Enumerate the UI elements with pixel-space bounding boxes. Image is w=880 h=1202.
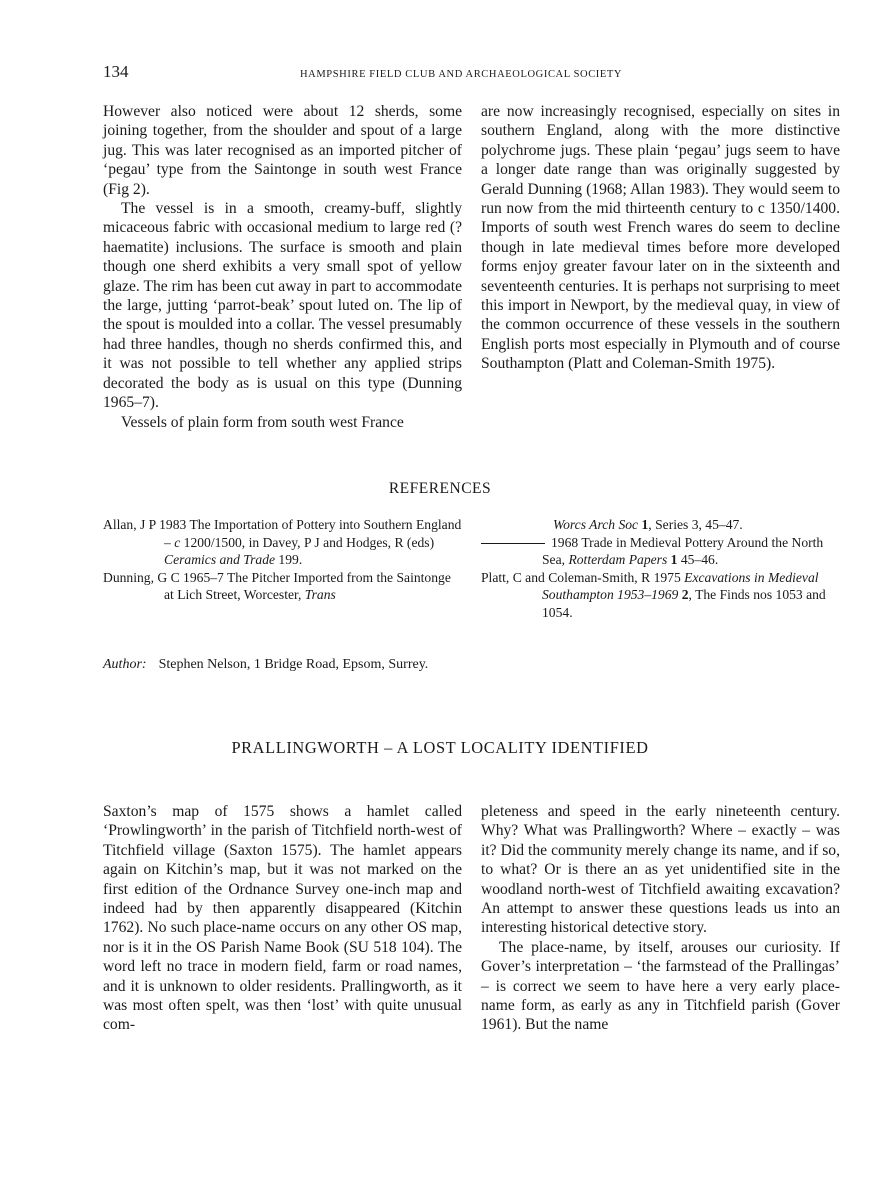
- reference-dunning-1968: 1968 Trade in Medieval Pottery Around the North Sea, Rotterdam Papers 1 45–46.: [481, 534, 840, 569]
- paragraph: Saxton’s map of 1575 shows a hamlet called ‘Prowlingworth’ in the parish of Titchfield north-west of Titchfield village (Saxton 1575). The hamlet appears again on Kitchin’s map, but it was not marked on the first edition of the Ordnance Survey one-inch map and indeed had by then apparently disappeared (Kitchin 1762). No such place-name occurs on any other OS map, nor is it in the OS Parish Name Book (SU 518 104). The word left no trace in modern field, farm or road names, and it is unknown to older residents. Prallingworth, as it was most often spelt, was then ‘lost’ with quite unusual com-: [103, 803, 462, 1034]
- reference-dunning-1965: Dunning, G C 1965–7 The Pitcher Imported from the Saintonge at Lich Street, Worcester, Trans: [103, 569, 451, 603]
- paragraph: The place-name, by itself, arouses our curiosity. If Gover’s interpretation – ‘the farmstead of the Prallingas’ – is correct we seem to have here a very early place-name form, as early as any in Titchfield parish (Gover 1961). But the name: [481, 938, 840, 1034]
- author-label: Author:: [103, 657, 147, 672]
- paragraph: However also noticed were about 12 sherds, some joining together, from the shoulder and spout of a large jug. This was later recognised as an imported pitcher of ‘pegau’ type from the Saintonge in south west France (Fig 2).: [103, 103, 462, 198]
- author-address: Stephen Nelson, 1 Bridge Road, Epsom, Surrey.: [158, 657, 429, 672]
- reference-allan: Allan, J P 1983 The Importation of Pottery into Southern England – c 1200/1500, in Davey, P J and Hodges, R (eds) Ceramics and Trade 199.: [103, 517, 462, 568]
- page-number: 134: [103, 62, 129, 81]
- article1-left-column: [103, 102, 462, 432]
- ditto-dash: [481, 543, 545, 544]
- paragraph: Vessels of plain form from south west France: [121, 413, 404, 431]
- reference-platt: Platt, C and Coleman-Smith, R 1975 Excavations in Medieval Southampton 1953–1969 2, The Finds nos 1053 and 1054.: [481, 569, 826, 620]
- author-line: [103, 657, 428, 673]
- article1-right-column: [481, 102, 840, 374]
- running-head: HAMPSHIRE FIELD CLUB AND ARCHAEOLOGICAL SOCIETY: [300, 69, 623, 80]
- references-heading: REFERENCES: [388, 480, 492, 497]
- article2-right-column: [481, 802, 840, 1035]
- article2-left-column: [103, 802, 462, 1035]
- article2-title: PRALLINGWORTH – A LOST LOCALITY IDENTIFIED: [231, 738, 649, 757]
- paragraph: The vessel is in a smooth, creamy-buff, slightly micaceous fabric with occasional medium to large red (? haematite) inclusions. The surface is smooth and plain though one sherd exhibits a very small spot of yellow glaze. The rim has been cut away in part to accommodate the large, jutting ‘parrot-beak’ spout luted on. The lip of the spout is moulded into a collar. The vessel presumably had three handles, though no sherds confirmed this, and it was not possible to tell whether any applied strips decorated the body as is usual on this type (Dunning 1965–7).: [103, 200, 462, 412]
- paragraph: pleteness and speed in the early nineteenth century. Why? What was Prallingworth? Where – exactly – was it? Did the community merely change its name, and if so, to what? Or is there an as yet unidentified site in the woodland north-west of Titchfield awaiting excavation? An attempt to answer these questions leads us into an interesting historical detective story.: [481, 803, 840, 937]
- references-left-column: [103, 516, 463, 604]
- references-right-column: [481, 516, 840, 622]
- reference-dunning-1965-continued: Worcs Arch Soc 1, Series 3, 45–47.: [553, 517, 743, 532]
- paragraph: are now increasingly recognised, especially on sites in southern England, along with the more distinctive polychrome jugs. These plain ‘pegau’ jugs seem to have a longer date range than was originally suggested by Gerald Dunning (1968; Allan 1983). They would seem to run now from the mid thirteenth century to c 1350/1400. Imports of south west French wares do seem to decline though in late medieval times before more developed forms enjoy greater favour later on in the sixteenth and seventeenth centuries. It is perhaps not surprising to meet this import in Newport, by the medieval quay, in view of the common occurrence of these vessels in the southern English ports most especially in Plymouth and of course Southampton (Platt and Coleman-Smith 1975).: [481, 103, 840, 373]
